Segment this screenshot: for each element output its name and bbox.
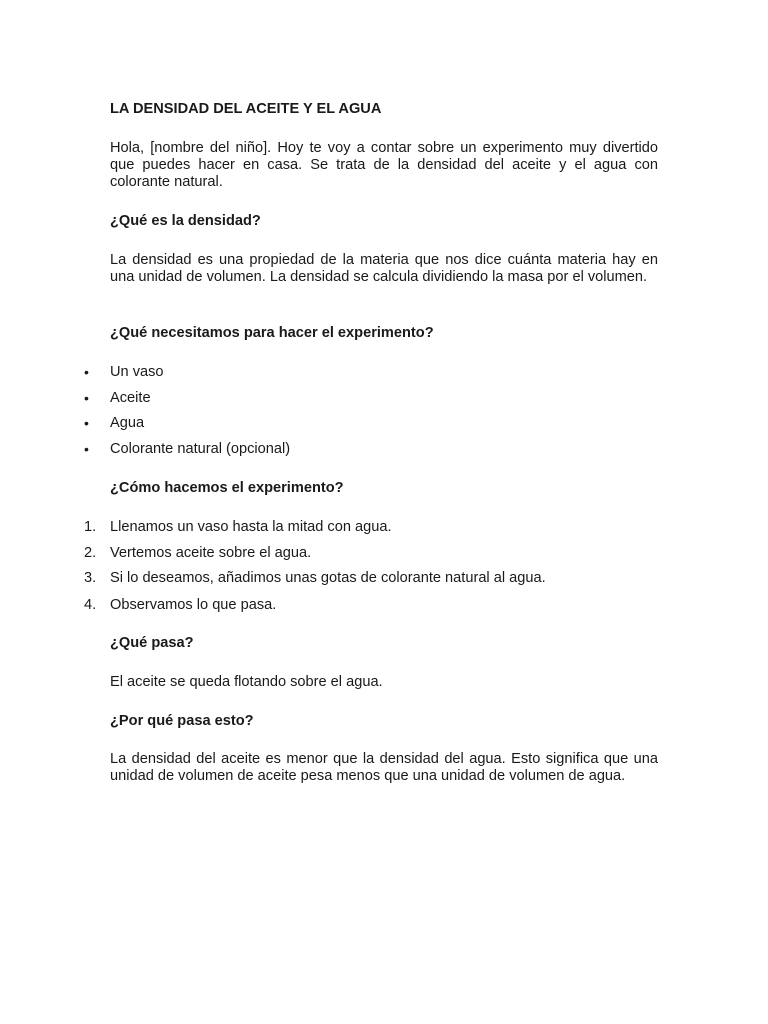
list-item [0, 440, 768, 460]
section-heading-result: ¿Qué pasa? [110, 635, 194, 651]
list-item-text: Aceite [110, 390, 151, 406]
density-paragraph: La densidad es una propiedad de la materia que nos dice cuánta materia hay en una unidad de volumen. La densidad se calcula dividiendo la masa por el volumen. [110, 252, 658, 285]
bullet-marker: • [84, 415, 89, 431]
list-item [0, 569, 768, 589]
bullet-marker: • [84, 441, 89, 457]
list-item [0, 389, 768, 409]
list-item-text: Un vaso [110, 364, 164, 380]
section-heading-density: ¿Qué es la densidad? [110, 213, 261, 229]
list-item [0, 596, 768, 616]
section-heading-materials: ¿Qué necesitamos para hacer el experimento? [110, 325, 434, 341]
step-number: 2. [84, 545, 97, 561]
step-number: 3. [84, 570, 97, 586]
list-item [0, 518, 768, 538]
list-item [0, 363, 768, 383]
step-text: Llenamos un vaso hasta la mitad con agua. [110, 519, 392, 535]
explanation-paragraph: La densidad del aceite es menor que la densidad del agua. Esto significa que una unidad de volumen de aceite pesa menos que una unidad de volumen de agua. [110, 751, 658, 784]
step-text: Si lo deseamos, añadimos unas gotas de colorante natural al agua. [110, 570, 546, 586]
section-heading-explanation: ¿Por qué pasa esto? [110, 713, 254, 729]
step-number: 4. [84, 597, 97, 613]
section-heading-procedure: ¿Cómo hacemos el experimento? [110, 480, 344, 496]
list-item [0, 414, 768, 434]
bullet-marker: • [84, 364, 89, 380]
bullet-marker: • [84, 390, 89, 406]
intro-paragraph: Hola, [nombre del niño]. Hoy te voy a contar sobre un experimento muy divertido que puedes hacer en casa. Se trata de la densidad del aceite y el agua con colorante natural. [110, 140, 658, 190]
step-text: Vertemos aceite sobre el agua. [110, 545, 312, 561]
list-item [0, 544, 768, 564]
step-number: 1. [84, 519, 97, 535]
document-title: LA DENSIDAD DEL ACEITE Y EL AGUA [110, 101, 382, 117]
result-paragraph: El aceite se queda flotando sobre el agua. [110, 674, 383, 690]
step-text: Observamos lo que pasa. [110, 597, 277, 613]
list-item-text: Colorante natural (opcional) [110, 441, 291, 457]
list-item-text: Agua [110, 415, 145, 431]
